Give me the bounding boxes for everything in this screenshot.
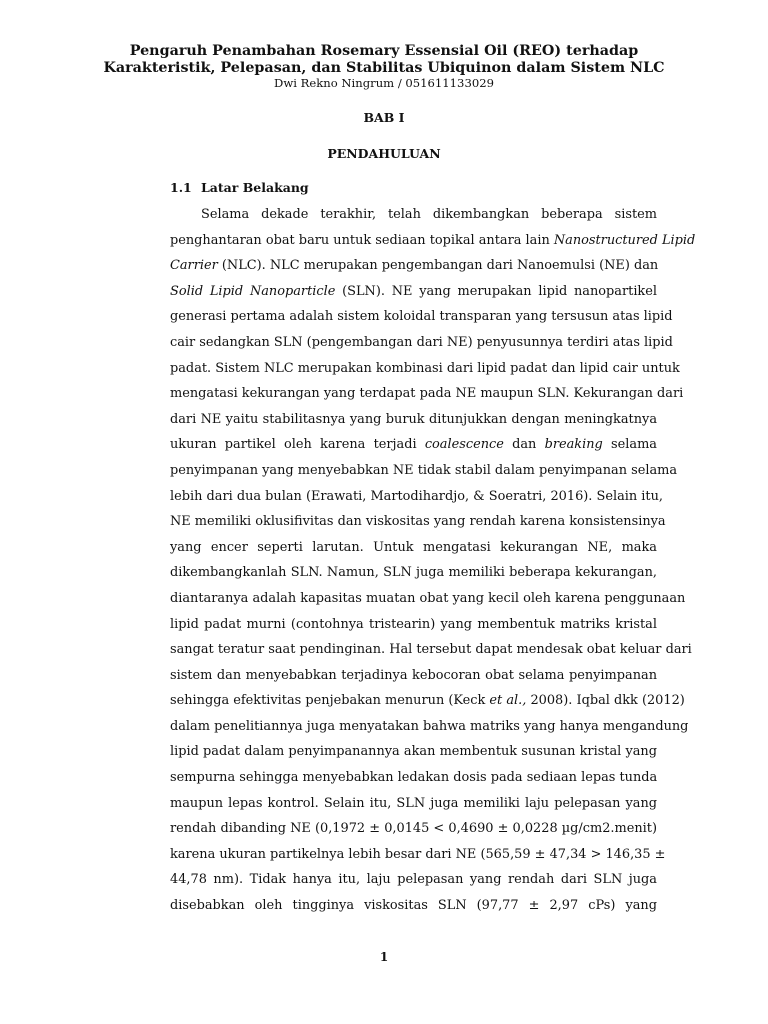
- section-title: Latar Belakang: [201, 180, 309, 195]
- paragraph-line: [170, 432, 657, 458]
- text-run: lebih dari dua bulan (Erawati, Martodihardjo, & Soeratri, 2016). Selain itu,: [170, 488, 663, 504]
- document-title-line-1: Pengaruh Penambahan Rosemary Essensial Oil (REO) terhadap: [129, 43, 639, 59]
- paragraph-line: [170, 612, 657, 638]
- paragraph-line: [170, 893, 657, 919]
- section-number: 1.1: [170, 180, 192, 195]
- text-run: Selama dekade terakhir, telah dikembangkan beberapa sistem: [201, 207, 657, 222]
- text-run: dikembangkanlah SLN. Namun, SLN juga memiliki beberapa kekurangan,: [170, 565, 657, 581]
- text-run: penghantaran obat baru untuk sediaan topikal antara lain: [170, 232, 554, 248]
- document-title: [0, 43, 768, 77]
- paragraph-line: [170, 637, 692, 663]
- paragraph-line: [170, 791, 657, 817]
- paragraph-line: [170, 867, 657, 893]
- text-run: lipid padat dalam penyimpanannya akan membentuk susunan kristal yang: [170, 744, 657, 760]
- paragraph-line: [170, 381, 684, 407]
- text-run: penyimpanan yang menyebabkan NE tidak stabil dalam penyimpanan selama: [170, 462, 678, 478]
- paragraph-line: [170, 842, 666, 868]
- chapter-title: PENDAHULUAN: [327, 146, 441, 161]
- italic-term: coalescence: [424, 437, 504, 453]
- chapter-label: BAB I: [363, 110, 405, 125]
- paragraph-line: [170, 253, 657, 279]
- italic-term: breaking: [544, 437, 603, 453]
- paragraph-line: [170, 356, 680, 382]
- text-run: selama: [602, 437, 657, 453]
- paragraph-line: [170, 330, 673, 356]
- text-run: maupun lepas kontrol. Selain itu, SLN juga memiliki laju pelepasan yang: [170, 795, 657, 811]
- text-run: sangat teratur saat pendinginan. Hal tersebut dapat mendesak obat keluar dari: [170, 642, 692, 658]
- text-run: 2008). Iqbal dkk (2012): [526, 693, 685, 709]
- paragraph-line: [170, 560, 657, 586]
- section-heading: [170, 180, 309, 195]
- text-run: lipid padat murni (contohnya tristearin) yang membentuk matriks kristal: [170, 616, 657, 632]
- paragraph-line: [170, 714, 689, 740]
- text-run: sistem dan menyebabkan terjadinya kebocoran obat selama penyimpanan: [170, 667, 657, 683]
- text-run: cair sedangkan SLN (pengembangan dari NE) penyusunnya terdiri atas lipid: [170, 334, 673, 350]
- text-run: mengatasi kekurangan yang terdapat pada NE maupun SLN. Kekurangan dari: [170, 386, 684, 402]
- paragraph-line: [170, 228, 696, 254]
- text-run: sehingga efektivitas penjebakan menurun (Keck: [170, 693, 490, 709]
- text-run: (NLC). NLC merupakan pengembangan dari Nanoemulsi (NE) dan: [217, 258, 659, 274]
- text-run: dan: [503, 437, 545, 453]
- paragraph-line: [170, 458, 678, 484]
- text-run: dari NE yaitu stabilitasnya yang buruk ditunjukkan dengan meningkatnya: [170, 411, 657, 427]
- page-number: 1: [379, 950, 389, 964]
- text-run: dalam penelitiannya juga menyatakan bahwa matriks yang hanya mengandung: [170, 718, 689, 734]
- paragraph-line: [170, 765, 657, 791]
- italic-term: Nanostructured Lipid: [553, 232, 696, 248]
- text-run: diantaranya adalah kapasitas muatan obat yang kecil oleh karena penggunaan: [170, 590, 686, 606]
- text-run: karena ukuran partikelnya lebih besar dari NE (565,59 ± 47,34 > 146,35 ±: [170, 846, 666, 862]
- text-run: padat. Sistem NLC merupakan kombinasi dari lipid padat dan lipid cair untuk: [170, 360, 680, 376]
- text-run: sempurna sehingga menyebabkan ledakan dosis pada sediaan lepas tunda: [170, 770, 658, 786]
- text-run: (SLN). NE yang merupakan lipid nanopartikel: [335, 283, 657, 299]
- paragraph-line: [170, 407, 657, 433]
- paragraph-line: [170, 484, 663, 510]
- paragraph-line: [170, 509, 666, 535]
- paragraph-line: [170, 663, 657, 689]
- italic-term: et al.,: [489, 693, 527, 709]
- document-title-line-2: Karakteristik, Pelepasan, dan Stabilitas Ubiquinon dalam Sistem NLC: [103, 60, 665, 76]
- paragraph-line: [170, 535, 657, 561]
- paragraph-line: [170, 304, 673, 330]
- paragraph-line: [170, 202, 657, 228]
- text-run: 44,78 nm). Tidak hanya itu, laju pelepasan yang rendah dari SLN juga: [170, 872, 657, 888]
- italic-term: Solid Lipid Nanoparticle: [170, 283, 336, 299]
- text-run: rendah dibanding NE (0,1972 ± 0,0145 < 0,4690 ± 0,0228 µg/cm2.menit): [170, 821, 657, 837]
- paragraph-line: [170, 279, 657, 305]
- text-run: NE memiliki oklusifivitas dan viskositas yang rendah karena konsistensinya: [170, 514, 666, 530]
- paragraph-line: [170, 688, 685, 714]
- author-line: Dwi Rekno Ningrum / 051611133029: [274, 76, 494, 90]
- italic-term: Carrier: [170, 258, 218, 274]
- text-run: disebabkan oleh tingginya viskositas SLN (97,77 ± 2,97 cPs) yang: [170, 898, 657, 914]
- paragraph-line: [170, 586, 686, 612]
- text-run: yang encer seperti larutan. Untuk mengatasi kekurangan NE, maka: [170, 539, 657, 555]
- paragraph-line: [170, 739, 657, 765]
- paragraph-line: [170, 816, 657, 842]
- body-paragraph: [170, 202, 696, 919]
- text-run: generasi pertama adalah sistem koloidal transparan yang tersusun atas lipid: [170, 309, 673, 325]
- text-run: ukuran partikel oleh karena terjadi: [170, 437, 425, 453]
